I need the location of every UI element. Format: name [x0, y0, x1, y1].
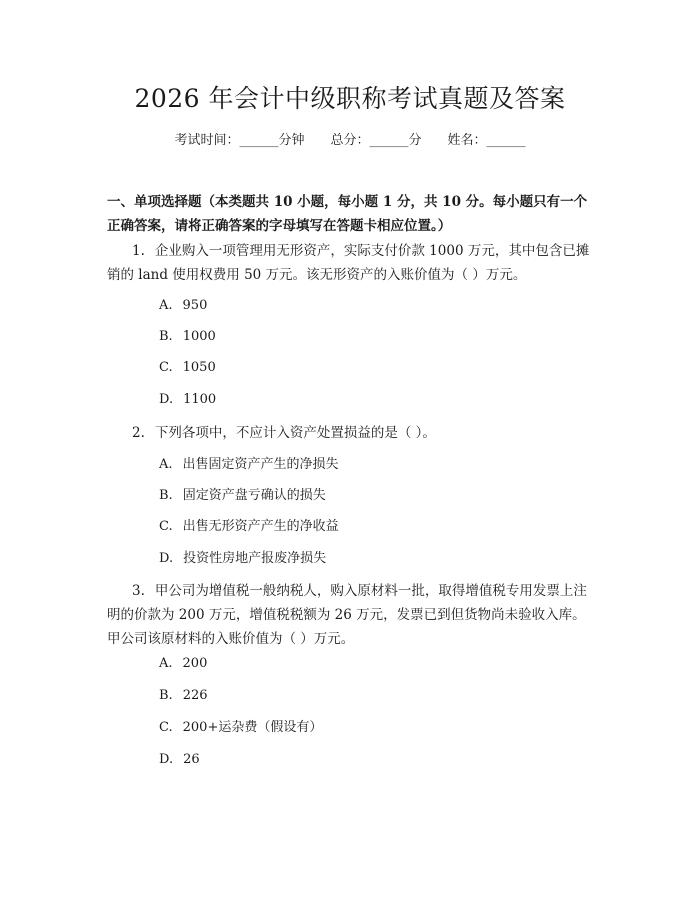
option-2a	[159, 455, 339, 475]
option-letter: A.	[159, 457, 173, 472]
question-number: 3.	[132, 583, 145, 599]
option-text: 1100	[183, 392, 217, 407]
section-heading: 一、单项选择题（本类题共 10 小题，每小题 1 分，共 10 分。每小题只有一个正确答案，请将正确答案的字母填写在答题卡相应位置。）	[107, 194, 588, 234]
option-3a	[159, 654, 207, 674]
option-letter: D.	[159, 392, 174, 407]
total-score-field: 总分：______分	[330, 133, 422, 148]
option-letter: D.	[159, 752, 174, 767]
option-text: 200+运杂费（假设有）	[182, 720, 323, 735]
exam-info-line	[0, 131, 700, 151]
option-letter: D.	[159, 551, 174, 566]
option-text: 出售固定资产产生的净损失	[182, 457, 339, 472]
question-text: 甲公司为增值税一般纳税人，购入原材料一批，取得增值税专用发票上注明的价款为 200 万元，增值税税额为 26 万元，发票已到但货物尚未验收入库。甲公司该原材料的入账价值为（ ）万元。	[107, 583, 587, 647]
question-text: 下列各项中，不应计入资产处置损益的是（ ）。	[154, 425, 436, 441]
option-text: 1050	[182, 360, 216, 375]
question-text: 企业购入一项管理用无形资产，实际支付价款 1000 万元，其中包含已摊销的 land 使用权费用 50 万元。该无形资产的入账价值为（ ）万元。	[107, 243, 590, 283]
question-3	[107, 579, 597, 651]
option-text: 投资性房地产报废净损失	[183, 551, 327, 566]
option-2c	[159, 517, 339, 537]
option-text: 26	[183, 752, 200, 767]
exam-time-field: 考试时间：______分钟	[174, 133, 305, 148]
option-1c	[159, 358, 216, 378]
option-text: 200	[182, 656, 208, 671]
option-1b	[159, 327, 216, 347]
option-3c	[159, 718, 322, 738]
page-title: 2026 年会计中级职称考试真题及答案	[134, 84, 566, 113]
option-2b	[159, 486, 326, 506]
option-text: 226	[182, 688, 208, 703]
option-letter: C.	[159, 519, 173, 534]
option-letter: A.	[159, 298, 173, 313]
option-1a	[159, 296, 207, 316]
question-2	[107, 421, 597, 445]
option-letter: C.	[159, 720, 173, 735]
option-letter: B.	[159, 329, 173, 344]
option-letter: B.	[159, 488, 173, 503]
option-letter: C.	[159, 360, 173, 375]
option-text: 固定资产盘亏确认的损失	[182, 488, 326, 503]
question-number: 1.	[132, 243, 145, 259]
option-3d	[159, 750, 200, 770]
option-text: 出售无形资产产生的净收益	[182, 519, 339, 534]
option-2d	[159, 549, 326, 569]
option-text: 950	[182, 298, 208, 313]
option-letter: A.	[159, 656, 173, 671]
student-name-field: 姓名：______	[447, 133, 526, 148]
question-number: 2.	[132, 425, 145, 441]
option-1d	[159, 390, 216, 410]
option-letter: B.	[159, 688, 173, 703]
option-3b	[159, 686, 208, 706]
question-1	[107, 239, 597, 287]
option-text: 1000	[182, 329, 216, 344]
